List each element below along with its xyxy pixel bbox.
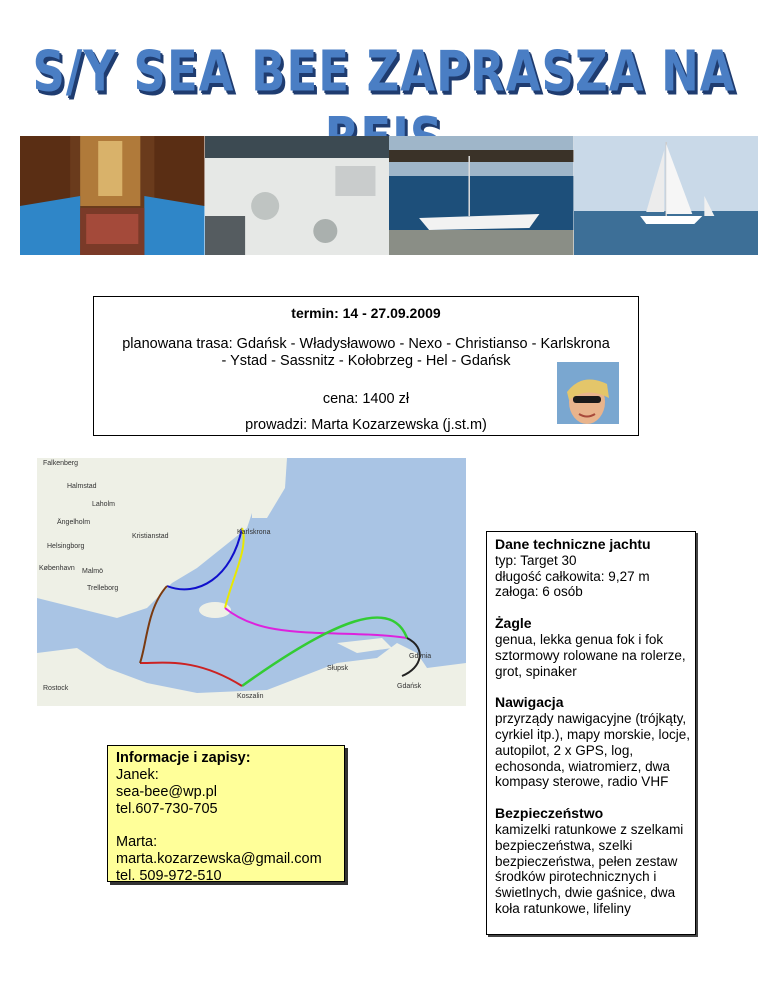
sails-text: genua, lekka genua fok i fok sztormowy rolowane na rolerze, grot, spinaker	[495, 631, 686, 679]
map-label-rostock: Rostock	[43, 685, 69, 692]
contact-person1: Janek:	[116, 767, 159, 783]
cruise-route	[100, 336, 632, 370]
contact-heading: Informacje i zapisy:	[116, 750, 251, 766]
map-label-gdansk: Gdańsk	[397, 683, 422, 690]
cabin-interior-photo	[20, 136, 205, 255]
map-label-falkenberg: Falkenberg	[43, 460, 79, 467]
tech-heading: Dane techniczne jachtu	[495, 536, 651, 552]
map-label-slupsk: Słupsk	[327, 665, 349, 672]
harbor-photo	[389, 136, 574, 255]
cruise-leader: prowadzi: Marta Kozarzewska (j.st.m)	[245, 417, 487, 433]
tech-type: typ: Target 30	[495, 552, 577, 568]
map-label-koszalin: Koszalin	[237, 693, 264, 700]
map-label-trelleborg: Trelleborg	[87, 585, 119, 592]
map-label-kobenhavn: København	[39, 565, 75, 572]
contact-email1[interactable]: sea-bee@wp.pl	[116, 784, 217, 800]
navigation-text: przyrządy nawigacyjne (trójkąty, cyrkiel itp.), mapy morskie, locje, autopilot, 2 x GPS, log, echosonda, wiatromierz, dwa kompasy sterowe, radio VHF	[495, 711, 691, 790]
map-label-malmo: Malmö	[82, 568, 104, 575]
photo-strip	[20, 136, 758, 255]
contact-email2[interactable]: marta.kozarzewska@gmail.com	[116, 851, 322, 867]
contact-phone1: tel.607-730-705	[116, 801, 218, 817]
safety-heading: Bezpieczeństwo	[495, 805, 604, 822]
map-label-kristianstad: Kristianstad	[132, 533, 169, 540]
skipper-portrait	[557, 362, 619, 424]
cruise-term: termin: 14 - 27.09.2009	[291, 305, 441, 321]
contact-person2: Marta:	[116, 834, 158, 850]
navigation-heading: Nawigacja	[495, 694, 564, 711]
map-label-laholm: Laholm	[92, 501, 115, 508]
deck-photo	[205, 136, 390, 255]
map-label-halmstad: Halmstad	[67, 483, 97, 490]
map-label-angelholm: Ängelholm	[57, 519, 91, 526]
contact-box	[107, 745, 345, 882]
page-title: S/Y SEA BEE ZAPRASZA NA	[32, 38, 736, 105]
contact-phone2: tel. 509-972-510	[116, 868, 222, 884]
map-label-karlskrona: Karlskrona	[237, 529, 271, 536]
tech-length: długość całkowita: 9,27 m	[495, 568, 650, 584]
map-label-helsingborg: Helsingborg	[47, 543, 85, 550]
sails-heading: Żagle	[495, 615, 532, 632]
cruise-route-line2: - Ystad - Sassnitz - Kołobrzeg - Hel - Gdańsk	[221, 353, 511, 369]
route-map	[37, 458, 466, 706]
cruise-price: cena: 1400 zł	[322, 391, 410, 407]
safety-text: kamizelki ratunkowe z szelkami bezpieczeństwa, szelki bezpieczeństwa, pełen zestaw środków pirotechnicznych i świetlnych, dwie gaśnice, dwa koła ratunkowe, lifeliny	[495, 821, 684, 916]
tech-crew: załoga: 6 osób	[495, 584, 583, 600]
cruise-route-line1: planowana trasa: Gdańsk - Władysławowo - Nexo - Christianso - Karlskrona	[122, 336, 610, 352]
tech-specs-box	[486, 531, 696, 935]
sailing-photo	[574, 136, 759, 255]
map-label-gdynia: Gdynia	[409, 653, 432, 660]
